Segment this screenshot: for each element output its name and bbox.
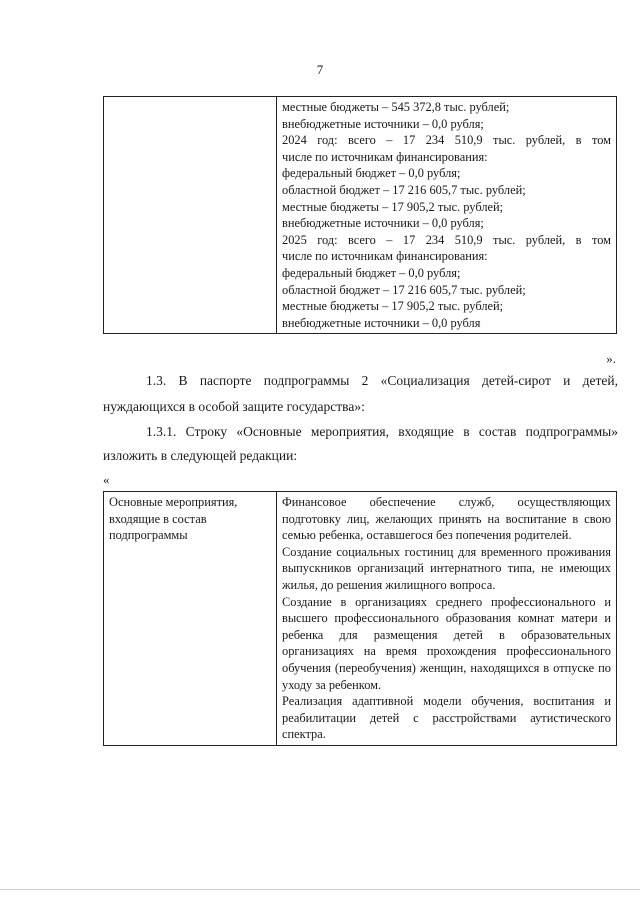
funding-line: внебюджетные источники – 0,0 рубля <box>282 315 481 330</box>
paragraph-1-3-1-line-1: 1.3.1. Строку «Основные мероприятия, входящие в состав подпрограммы» <box>146 424 618 439</box>
paragraph-1-3-line-1: 1.3. В паспорте подпрограммы 2 «Социализация детей-сирот и детей, <box>146 373 618 388</box>
funding-line: 2025 год: всего – 17 234 510,9 тыс. рублей, в том <box>282 232 611 247</box>
funding-table-left-cell <box>104 97 277 334</box>
funding-line: местные бюджеты – 17 905,2 тыс. рублей; <box>282 199 504 214</box>
activities-table-right-cell <box>277 492 617 746</box>
footer-divider <box>0 889 640 890</box>
funding-line: внебюджетные источники – 0,0 рубля; <box>282 216 484 231</box>
paragraph-1-3-line-2: нуждающихся в особой защите государства»: <box>103 399 365 414</box>
activity-item: Создание социальных гостиниц для временного проживания выпускников организаций интернатного типа, не имеющих жилья, до решения жилищного вопроса. <box>282 544 611 592</box>
page-number: 7 <box>316 62 324 77</box>
funding-line: местные бюджеты – 545 372,8 тыс. рублей; <box>282 100 510 114</box>
funding-line: местные бюджеты – 17 905,2 тыс. рублей; <box>282 299 504 314</box>
activity-item: Реализация адаптивной модели обучения, воспитания и реабилитации детей с расстройствами аутистического спектра. <box>282 694 611 742</box>
funding-line: числе по источникам финансирования: <box>282 149 488 164</box>
activities-table-left-cell: Основные мероприятия, входящие в состав подпрограммы <box>104 492 277 746</box>
activities-table <box>103 491 617 746</box>
closing-quote: ». <box>606 351 616 366</box>
opening-quote: « <box>103 472 110 487</box>
funding-line: внебюджетные источники – 0,0 рубля; <box>282 116 484 131</box>
activity-item: Финансовое обеспечение служб, осуществляющих подготовку лиц, желающих принять на воспитание в свою семью ребенка, оставшегося без попечения родителей. <box>282 495 611 543</box>
funding-line: 2024 год: всего – 17 234 510,9 тыс. рублей, в том <box>282 133 611 148</box>
funding-line: числе по источникам финансирования: <box>282 249 488 264</box>
funding-line: федеральный бюджет – 0,0 рубля; <box>282 166 461 181</box>
funding-line: областной бюджет – 17 216 605,7 тыс. рублей; <box>282 282 526 297</box>
funding-line: федеральный бюджет – 0,0 рубля; <box>282 265 461 280</box>
funding-table <box>103 96 617 334</box>
funding-table-right-cell <box>277 97 617 334</box>
funding-line: областной бюджет – 17 216 605,7 тыс. рублей; <box>282 182 526 197</box>
paragraph-1-3-1-line-2: изложить в следующей редакции: <box>103 448 298 463</box>
activity-item: Создание в организациях среднего профессионального и высшего профессионального образования комнат матери и ребенка для размещения детей в образовательных организациях на время прохождения профессионального обучения (переобучения) женщин, находящихся в отпуске по уходу за ребенком. <box>282 594 611 692</box>
